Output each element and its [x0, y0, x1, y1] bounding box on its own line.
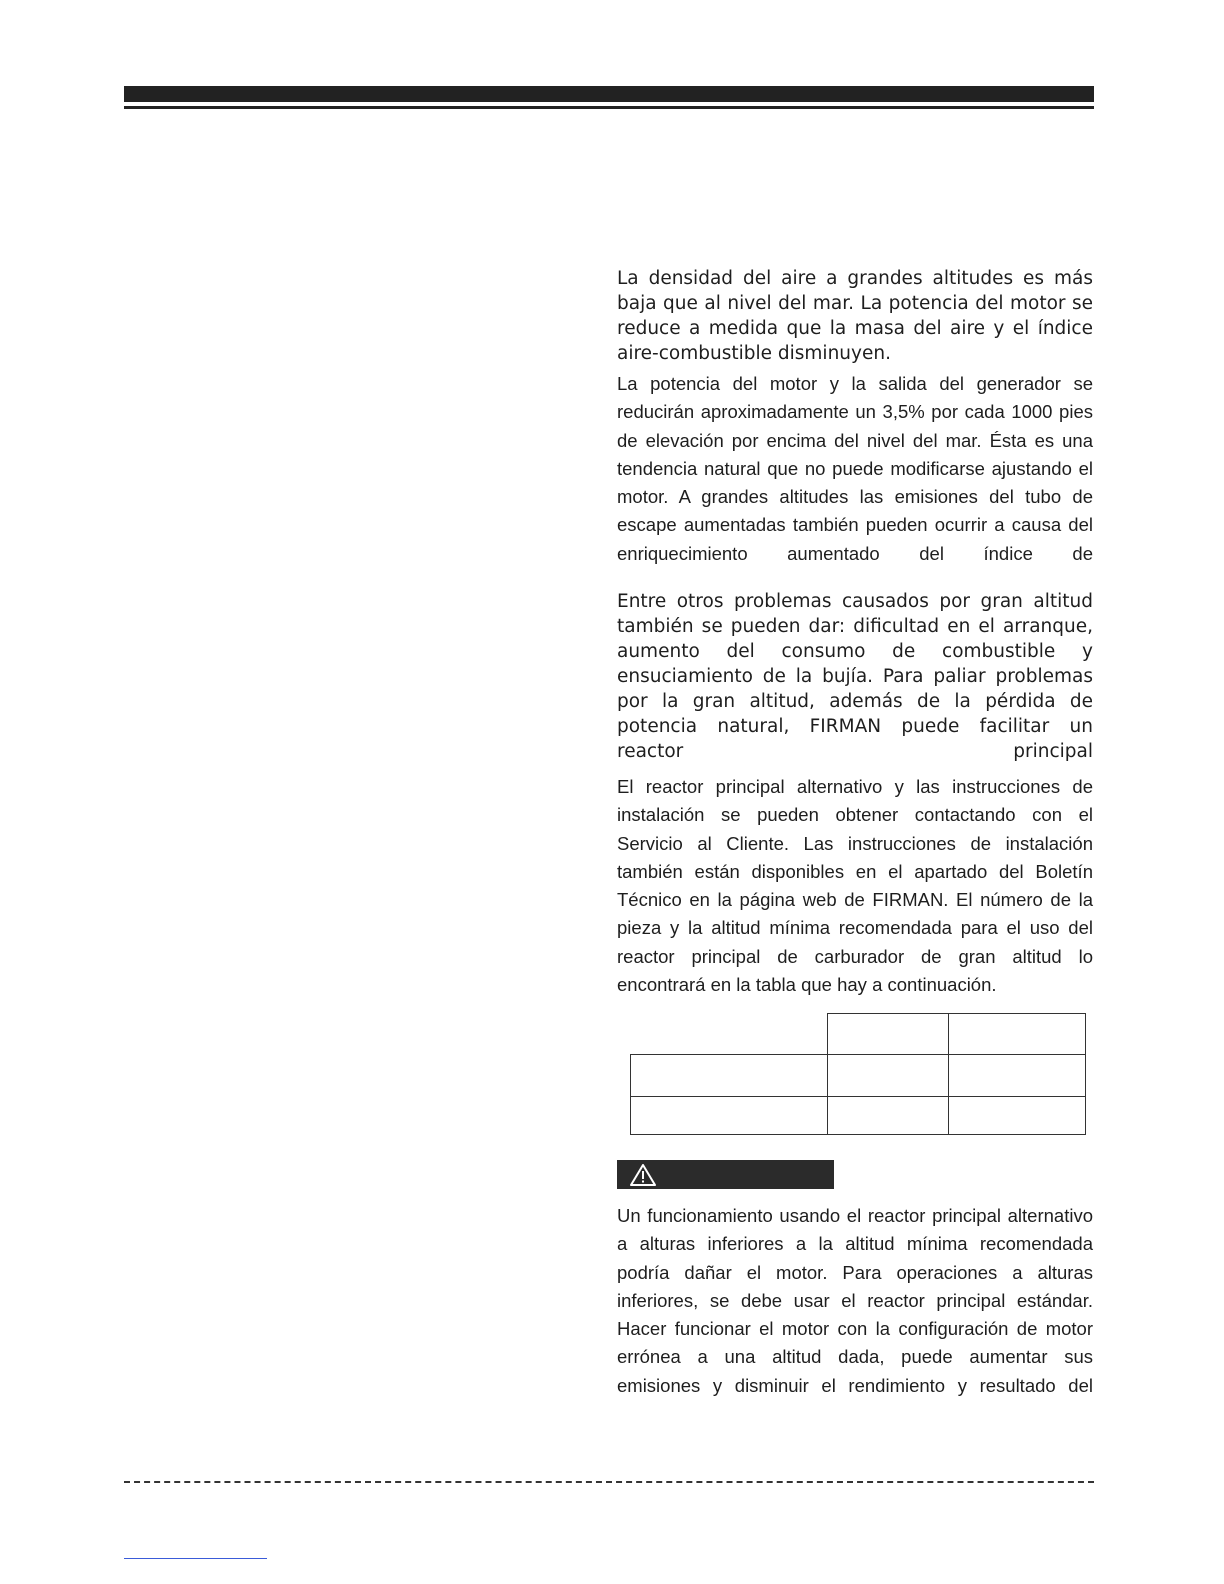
table-cell	[828, 1055, 949, 1097]
warning-triangle-icon	[629, 1163, 657, 1187]
table-row	[631, 1097, 1086, 1135]
warning-banner	[617, 1160, 834, 1189]
paragraph-alternative-reactor	[617, 773, 1093, 999]
paragraph-text: La potencia del motor y la salida del generador se reducirán aproximadamente un 3,5% por cada 1000 pies de elevación por encima del nivel del mar. Ésta es una tendencia natural que no puede modificarse ajustando el motor. A grandes altitudes las emisiones del tubo de escape aumentadas también pueden ocurrir a causa del enriquecimiento aumentado del índice de	[617, 373, 1093, 564]
paragraph-text: El reactor principal alternativo y las instrucciones de instalación se pueden obtener contactando con el Servicio al Cliente. Las instrucciones de instalación también están disponibles en el apartado del Boletín Técnico en la página web de FIRMAN. El número de la pieza y la altitud mínima recomendada para el uso del reactor principal de carburador de gran altitud lo encontrará en la tabla que hay a continuación.	[617, 776, 1093, 996]
table-row	[631, 1014, 1086, 1055]
footer-dashed-rule	[124, 1481, 1094, 1483]
paragraph-text: Un funcionamiento usando el reactor principal alternativo a alturas inferiores a la altitud mínima recomendada podría dañar el motor. Para operaciones a alturas inferiores, se debe usar el reactor principal estándar. Hacer funcionar el motor con la configuración de motor errónea a una altitud dada, puede aumentar sus emisiones y disminuir el rendimiento y resultado del	[617, 1205, 1093, 1396]
table-cell	[949, 1014, 1086, 1055]
header-rule-thick	[124, 86, 1094, 102]
table-cell	[949, 1097, 1086, 1135]
reactor-table	[630, 1013, 1086, 1135]
paragraph-text: La densidad del aire a grandes altitudes es más baja que al nivel del mar. La potencia del motor se reduce a medida que la masa del aire y el índice aire-combustible disminuyen.	[617, 268, 1093, 364]
paragraph-air-density	[617, 266, 1093, 366]
paragraph-altitude-problems	[617, 589, 1093, 764]
table-cell-empty	[631, 1014, 828, 1055]
table-cell	[828, 1014, 949, 1055]
table-cell	[949, 1055, 1086, 1097]
paragraph-text: Entre otros problemas causados por gran altitud también se pueden dar: dificultad en el arranque, aumento del consumo de combustible y ensuciamiento de la bujía. Para paliar problemas por la gran altitud, además de la pérdida de potencia natural, FIRMAN puede facilitar un reactor principal	[617, 591, 1093, 762]
header-rule-thin	[124, 106, 1094, 109]
table-cell	[828, 1097, 949, 1135]
table-cell	[631, 1097, 828, 1135]
table-row	[631, 1055, 1086, 1097]
table-cell	[631, 1055, 828, 1097]
paragraph-warning-text	[617, 1202, 1093, 1400]
paragraph-power-reduction	[617, 370, 1093, 568]
footer-link-underline	[124, 1558, 267, 1559]
